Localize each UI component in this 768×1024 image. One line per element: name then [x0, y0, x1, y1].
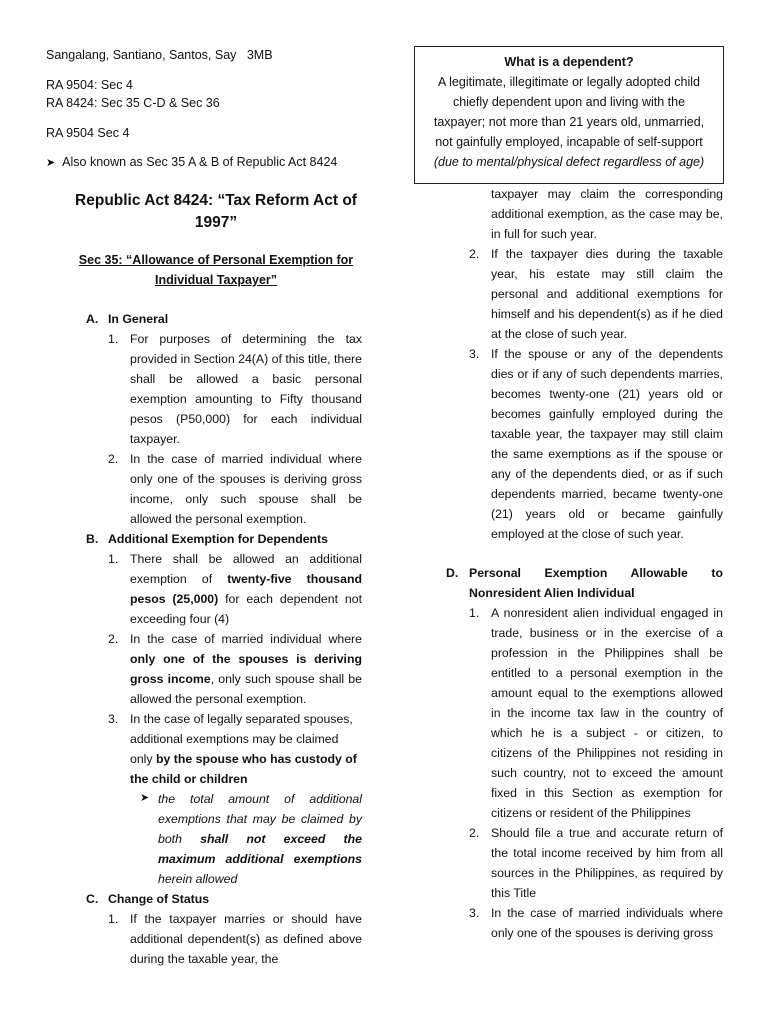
section-b-sub-bullet: [158, 789, 362, 889]
dependent-box-note: (due to mental/physical defect regardless of age): [433, 155, 705, 169]
arrow-bullet-icon: ➤: [140, 792, 150, 804]
item-number: 1.: [108, 912, 119, 926]
section-b-item-1: [130, 549, 362, 629]
item-number: 2.: [108, 632, 119, 646]
dependent-box-title: What is a dependent?: [504, 55, 634, 69]
section-a-item-2: In the case of married individual where only one of the spouses is deriving gross income, only such spouse shall be allowed the personal exemption.: [130, 452, 362, 526]
section-b-item-2-text: , only such spouse shall be allowed the personal exemption.: [130, 672, 362, 706]
authors-line: [46, 46, 273, 64]
section-c-item-3: If the spouse or any of the dependents dies or if any of such dependents marries, becomes twenty-one (21) years old or becomes gainfully employed during the taxable year, the taxpayer may still claim the same exemptions as if the spouse or any of the dependents died, or as if such dependents married, became twenty-one (21) years old or became gainfully employed at the close of such year.: [491, 347, 723, 541]
dependent-definition-box: [414, 46, 724, 184]
section-d-letter: D.: [446, 566, 459, 580]
section-c-item-1-start: If the taxpayer marries or should have additional dependent(s) as defined above during the taxable year, the: [130, 912, 362, 966]
item-number: 2.: [108, 452, 119, 466]
item-number: 1.: [108, 332, 119, 346]
arrow-bullet-icon: ➤: [46, 157, 56, 169]
item-number: 1.: [469, 606, 480, 620]
doc-title: [46, 190, 386, 234]
dependent-box-line: taxpayer; not more than 21 years old, unmarried,: [433, 115, 705, 129]
section-title: [46, 250, 386, 290]
section-a-letter: A.: [86, 312, 99, 326]
section-b-sub-bold: shall not exceed the maximum additional exemptions: [158, 832, 362, 866]
section-b-item-3-bold: by the spouse who has custody of the child or children: [130, 752, 357, 786]
section-title-line2: Individual Taxpayer”: [154, 273, 278, 287]
section-a-item-1: For purposes of determining the tax provided in Section 24(A) of this title, there shall be allowed a basic personal exemption amounting to Fifty thousand pesos (P50,000) for each individual taxpayer.: [130, 332, 362, 446]
section-c-letter: C.: [86, 892, 99, 906]
dependent-box-line: not gainfully employed, incapable of self-support: [435, 135, 703, 149]
aka-text: Also known as Sec 35 A & B of Republic Act 8424: [62, 155, 338, 169]
section-b-item-2-bold: only one of the spouses is deriving gross income: [130, 652, 362, 686]
item-number: 2.: [469, 826, 480, 840]
item-number: 3.: [469, 906, 480, 920]
item-number: 1.: [108, 552, 119, 566]
section-c-item-2: If the taxpayer dies during the taxable year, his estate may still claim the personal and additional exemptions for himself and his dependent(s) as if he died at the close of such year.: [491, 247, 723, 341]
section-b-item-1-text: There shall be allowed an additional exemption of: [130, 552, 362, 586]
doc-title-line1: Republic Act 8424: “Tax Reform Act of: [75, 192, 357, 209]
item-number: 3.: [108, 712, 119, 726]
section-a-label: In General: [108, 312, 169, 326]
section-c-item-1-cont: taxpayer may claim the corresponding additional exemption, as the case may be, in full for such year.: [491, 187, 723, 241]
ra-9504-sec4: RA 9504 Sec 4: [46, 126, 130, 140]
section-c-label: Change of Status: [108, 892, 210, 906]
section-b-item-2: [130, 629, 362, 709]
section-code: 3MB: [246, 48, 273, 62]
section-d-item-1: A nonresident alien individual engaged in trade, business or in the exercise of a profession in the Philippines shall be entitled to a personal exemption in the amount equal to the exemptions allowed in the income tax law in the country of which he is a subject - or citizen, to citizens of the Philippines not residing in such country, not to exceed the amount fixed in this Section as exemption for citizens or resident of the Philippines: [491, 606, 723, 820]
section-b-item-1-bold: twenty-five thousand pesos (25,000): [130, 572, 363, 606]
section-b-letter: B.: [86, 532, 99, 546]
section-b-sub-text: herein allowed: [158, 872, 238, 886]
dependent-box-line: A legitimate, illegitimate or legally adopted child: [438, 75, 700, 89]
section-d-item-2: Should file a true and accurate return of the total income received by him from all sources in the Philippines, as required by this Title: [491, 826, 723, 900]
item-number: 3.: [469, 347, 480, 361]
section-d-label-line2: Nonresident Alien Individual: [469, 586, 635, 600]
section-d-item-3: In the case of married individuals where only one of the spouses is deriving gross: [491, 906, 723, 940]
aka-line: [46, 153, 337, 172]
section-b-sub-text: the total amount of additional exemptions that may be claimed by both: [158, 792, 362, 846]
section-b-label: Additional Exemption for Dependents: [108, 532, 328, 546]
dependent-box-line: chiefly dependent upon and living with the: [452, 95, 686, 109]
section-b-item-3-text: In the case of legally separated spouses, additional exemptions may be claimed only: [130, 712, 353, 766]
section-title-line1: Sec 35: “Allowance of Personal Exemption for: [78, 253, 354, 267]
section-d-label-line1: Personal Exemption Allowable to: [469, 566, 723, 580]
section-b-item-1-text: for each dependent not exceeding four (4): [130, 592, 363, 626]
ra-8424-ref: RA 8424: Sec 35 C-D & Sec 36: [46, 96, 220, 110]
ra-9504-ref: RA 9504: Sec 4: [46, 78, 133, 92]
item-number: 2.: [469, 247, 480, 261]
section-d-label: [469, 563, 723, 603]
authors: Sangalang, Santiano, Santos, Say: [46, 48, 237, 62]
section-b-item-3: [130, 709, 362, 789]
section-b-item-2-text: In the case of married individual where: [130, 632, 362, 646]
doc-title-line2: 1997”: [194, 214, 238, 231]
